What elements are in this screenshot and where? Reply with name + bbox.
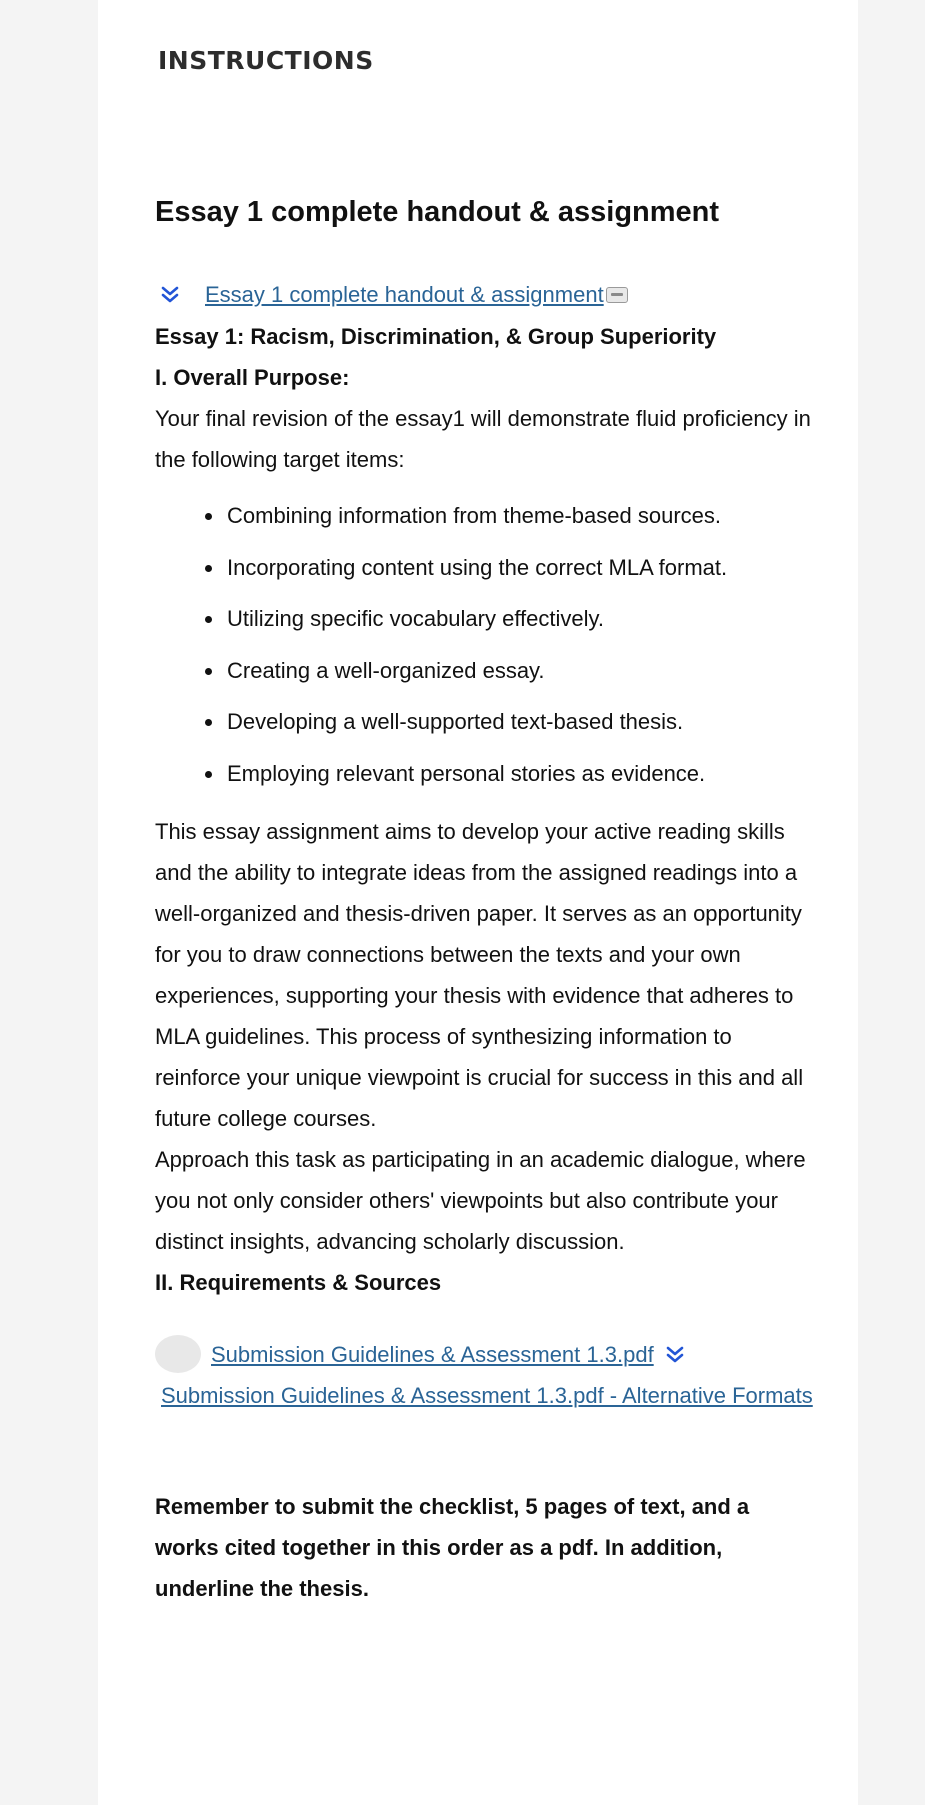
chevron-double-down-icon[interactable] [159, 283, 181, 305]
chevron-double-down-icon[interactable] [664, 1343, 686, 1365]
list-item: • Employing relevant personal stories as evidence. [225, 748, 815, 800]
list-item: • Creating a well-organized essay. [225, 645, 815, 697]
submission-file-row [155, 1333, 815, 1375]
target-items-list [155, 490, 815, 799]
approach-paragraph: Approach this task as participating in an academic dialogue, where you not only consider others' viewpoints but also contribute your distinct insights, advancing scholarly discussion. [155, 1147, 806, 1254]
assignment-body [155, 276, 815, 1631]
instructions-heading: INSTRUCTIONS [158, 46, 374, 75]
file-status-circle [155, 1335, 201, 1373]
requirements-heading: II. Requirements & Sources [155, 1270, 442, 1295]
aim-paragraph: This essay assignment aims to develop your active reading skills and the ability to integrate ideas from the assigned readings into a well-organized and thesis-driven paper. It serves as an opportunity for you to draw connections between the texts and your own experiences, supporting your thesis with evidence that adheres to MLA guidelines. This process of synthesizing information to reinforce your unique viewpoint is crucial for success in this and all future college courses. [155, 819, 804, 1131]
essay-heading: Essay 1: Racism, Discrimination, & Group Superiority [155, 324, 717, 349]
handout-file-row [155, 276, 815, 312]
page-panel [98, 0, 858, 1805]
list-item: • Utilizing specific vocabulary effectively. [225, 593, 815, 645]
list-item: • Incorporating content using the correct MLA format. [225, 542, 815, 594]
submission-file-link[interactable]: Submission Guidelines & Assessment 1.3.pdf [211, 1341, 654, 1367]
minimize-icon[interactable] [606, 287, 628, 303]
essay-title: Essay 1 complete handout & assignment [155, 196, 720, 228]
list-item: • Combining information from theme-based sources. [225, 490, 815, 542]
alternative-formats-link[interactable]: Submission Guidelines & Assessment 1.3.pdf - Alternative Formats [161, 1383, 813, 1408]
reminder-text: Remember to submit the checklist, 5 pages of text, and a works cited together in this order as a pdf. In addition, underline the thesis. [155, 1494, 750, 1601]
overall-purpose-heading: I. Overall Purpose: [155, 365, 350, 390]
list-item: • Developing a well-supported text-based thesis. [225, 696, 815, 748]
intro-paragraph: Your final revision of the essay1 will demonstrate fluid proficiency in the following target items: [155, 406, 811, 472]
handout-file-link[interactable]: Essay 1 complete handout & assignment [205, 281, 604, 307]
